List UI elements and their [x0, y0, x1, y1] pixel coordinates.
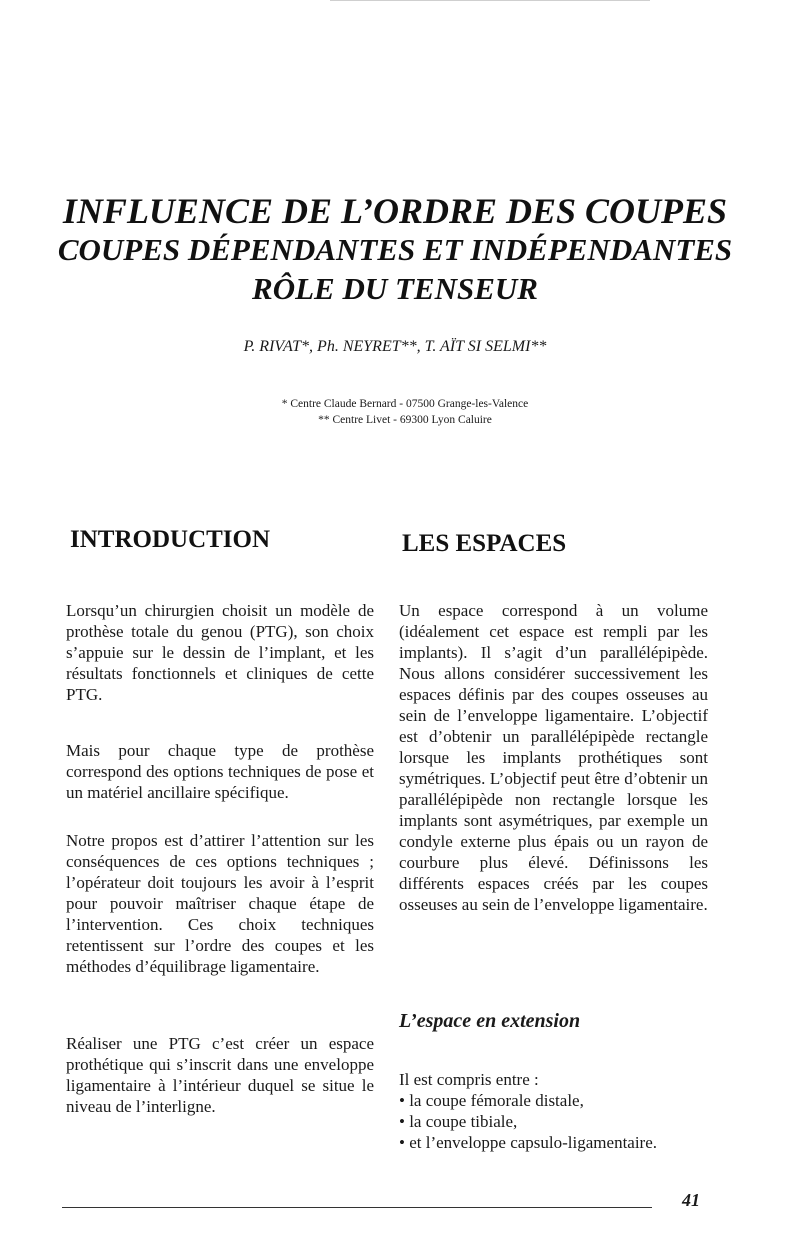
- espaces-heading: LES ESPACES: [402, 530, 567, 557]
- authors: P. RIVAT*, Ph. NEYRET**, T. AÏT SI SELMI**: [243, 338, 547, 355]
- affiliation-2: ** Centre Livet - 69300 Lyon Caluire: [318, 414, 492, 426]
- bullet-list: [399, 1090, 657, 1153]
- intro-paragraph-4: Réaliser une PTG c’est créer un espace prothétique qui s’inscrit dans une enveloppe ligamentaire à l’intérieur duquel se situe le niveau de l’interligne.: [66, 1034, 374, 1116]
- title-line-3: RÔLE DU TENSEUR: [252, 271, 538, 306]
- intro-paragraph-2: Mais pour chaque type de prothèse correspond des options techniques de pose et un matériel ancillaire spécifique.: [66, 741, 374, 802]
- introduction-heading: INTRODUCTION: [70, 526, 271, 553]
- espaces-paragraph: Un espace correspond à un volume (idéalement cet espace est rempli par les implants). Il s’agit d’un parallélépipède. Nous allons considérer successivement les espaces définis par des coupes osseuses au sein de l’enveloppe ligamentaire. L’objectif est d’obtenir un parallélépipède rectangle lorsque les implants prothétiques sont symétriques. L’objectif peut être d’obtenir un parallélépipède non rectangle lorsque les implants sont asymétriques, par exemple un condyle externe plus épais ou un rayon de courbure plus élevé. Définissons les différents espaces créés par les coupes osseuses au sein de l’enveloppe ligamentaire.: [399, 601, 708, 914]
- title-line-2: COUPES DÉPENDANTES ET INDÉPENDANTES: [57, 232, 733, 267]
- list-item: • la coupe tibiale,: [399, 1111, 657, 1132]
- intro-paragraph-3: Notre propos est d’attirer l’attention sur les conséquences de ces options techniques ; l’opérateur doit toujours les avoir à l’esprit pour pouvoir maîtriser chaque étape de l’intervention. Ces choix techniques retentissent sur l’ordre des coupes et les méthodes d’équilibrage ligamentaire.: [66, 831, 374, 976]
- list-intro: Il est compris entre :: [399, 1070, 539, 1089]
- extension-subheading: L’espace en extension: [399, 1010, 581, 1032]
- intro-paragraph-1: Lorsqu’un chirurgien choisit un modèle de prothèse totale du genou (PTG), son choix s’appuie sur le dessin de l’implant, et les résultats fonctionnels et cliniques de cette PTG.: [66, 601, 374, 704]
- list-item: • et l’enveloppe capsulo-ligamentaire.: [399, 1132, 657, 1153]
- top-rule: [330, 0, 650, 1]
- title-line-1: INFLUENCE DE L’ORDRE DES COUPES: [62, 191, 728, 231]
- page-number: 41: [682, 1190, 700, 1210]
- footer-rule: [62, 1207, 652, 1208]
- list-item: • la coupe fémorale distale,: [399, 1090, 657, 1111]
- affiliation-1: * Centre Claude Bernard - 07500 Grange-les-Valence: [281, 398, 529, 410]
